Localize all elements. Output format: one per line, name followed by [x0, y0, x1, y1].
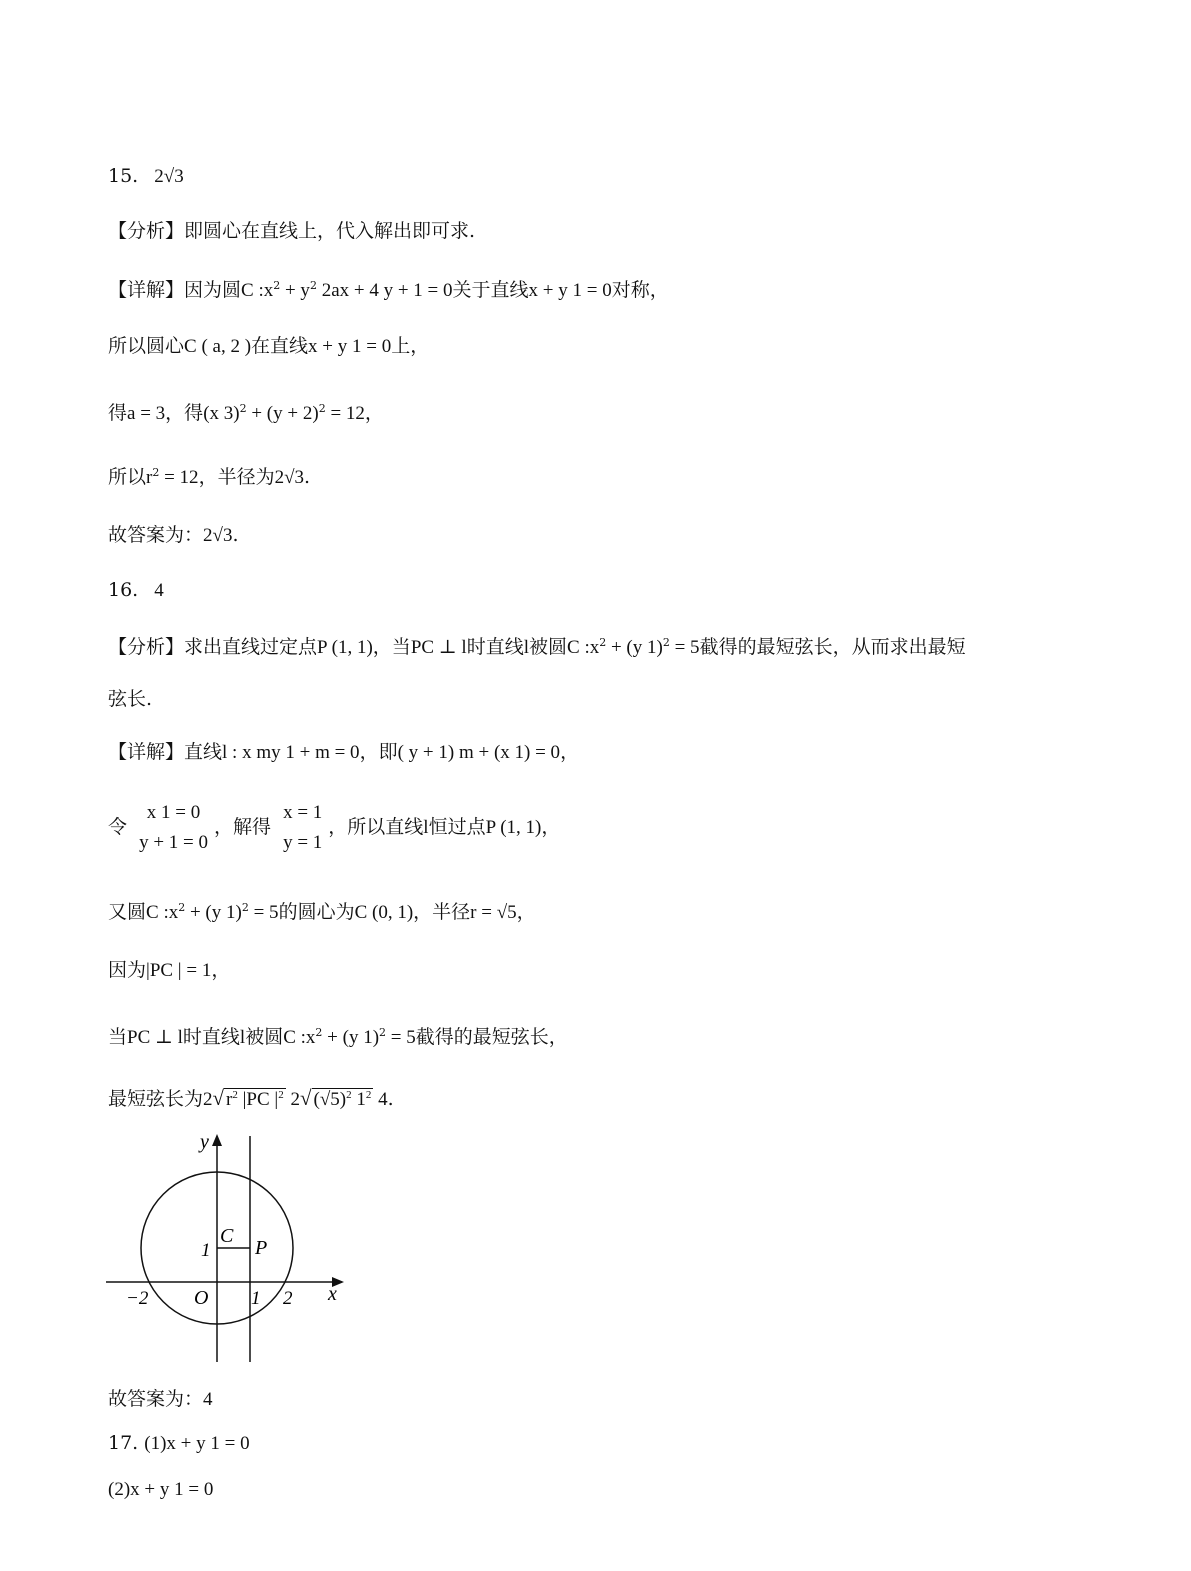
text: 因为 [108, 959, 147, 981]
math: + (y 1) [606, 637, 663, 658]
exponent: 2 [379, 1026, 387, 1039]
text: ， [364, 402, 384, 424]
math: C (0, 1) [354, 902, 414, 923]
math: 4 [203, 1389, 213, 1410]
text: 上， [391, 335, 430, 357]
system-row: y + 1 = 0 [139, 832, 208, 853]
math: C ( a, 2 ) [184, 336, 252, 357]
math: C :x [283, 1027, 316, 1048]
system-row: x = 1 [283, 802, 323, 823]
text: 令 [108, 816, 128, 838]
math: PC ⊥ l [410, 637, 467, 658]
label-p: P [255, 1237, 268, 1259]
label-y: y [200, 1131, 209, 1153]
math: = 5 [386, 1027, 416, 1048]
text: . [387, 1088, 394, 1110]
text: 故答案为： [108, 1388, 204, 1410]
q17-number: 17. [108, 1432, 139, 1454]
math: x + y 1 = 0 [528, 280, 612, 301]
math: PC ⊥ l [127, 1027, 183, 1048]
math: |PC | [237, 1089, 279, 1110]
text: 时直线 [466, 636, 524, 658]
text: 截得的最短弦长，从而求出最短 [699, 636, 966, 658]
text: 【分析】求出直线过定点 [108, 636, 318, 658]
q15-detail-line1 [108, 273, 669, 304]
exponent: 2 [273, 279, 281, 292]
text: 【详解】直线 [108, 741, 223, 763]
q15-number: 15. [108, 165, 139, 187]
radical-2 [300, 1082, 373, 1113]
math: l : x my 1 + m = 0 [222, 742, 360, 763]
q16-answer: 4 [154, 580, 164, 601]
label-c: C [220, 1225, 234, 1247]
text: 关于直线 [452, 279, 529, 301]
math: x + y 1 = 0 [308, 336, 392, 357]
math: = 12 [159, 467, 199, 488]
q16-detail-line2 [108, 798, 560, 858]
math: 2√3 [203, 525, 233, 546]
math: |PC | = 1 [146, 960, 212, 981]
math: (1)x + y 1 = 0 [144, 1433, 250, 1454]
text: 时直线 [182, 1026, 240, 1048]
math: C :x [146, 902, 179, 923]
text: . [232, 524, 239, 546]
label-origin: O [194, 1287, 209, 1309]
label-x: x [328, 1283, 337, 1305]
tick-y-1: 1 [201, 1240, 211, 1261]
q16-detail-line1 [108, 739, 579, 766]
exponent: 2 [178, 901, 186, 914]
text: ， [560, 741, 580, 763]
text: ，即 [359, 741, 398, 763]
text: 在直线 [251, 335, 309, 357]
tick-x-2: 2 [283, 1288, 293, 1309]
exponent: 2 [152, 466, 160, 479]
math: C :x [241, 280, 274, 301]
math: r = √5 [470, 902, 517, 923]
text: 得 [108, 402, 128, 424]
math: ( y + 1) m + (x 1) = 0 [397, 742, 561, 763]
math: 2ax + 4 y + 1 = 0 [316, 280, 453, 301]
radical-1 [213, 1082, 286, 1113]
math: + (y 1) [322, 1027, 380, 1048]
text: ，所以直线 [328, 816, 424, 838]
text: ， [516, 901, 536, 923]
exponent: 2 [309, 279, 317, 292]
q15-line4 [108, 460, 310, 491]
q16-final [108, 1386, 213, 1413]
math: P (1, 1) [317, 637, 373, 658]
y-axis-arrow [212, 1134, 222, 1146]
radical-sign: √ [212, 1086, 225, 1110]
exponent: 2 [278, 1089, 284, 1101]
text: ， [211, 959, 231, 981]
text: ，半径为 [198, 466, 275, 488]
math: 1 [351, 1089, 366, 1110]
math: l [423, 817, 429, 838]
tick-x-neg2: −2 [126, 1288, 149, 1309]
q17-part2 [108, 1476, 213, 1503]
q15-header [108, 163, 184, 190]
radical-sign: √ [299, 1086, 312, 1110]
math: (2)x + y 1 = 0 [108, 1479, 214, 1500]
math: 4 [373, 1089, 388, 1110]
math: l [523, 637, 529, 658]
circle-figure [104, 1130, 354, 1368]
q16-detail-line5 [108, 1020, 568, 1051]
tick-x-1: 1 [251, 1288, 261, 1309]
math: + (y + 2) [246, 403, 319, 424]
text: ， [541, 816, 561, 838]
q16-number: 16. [108, 579, 139, 601]
exponent: 2 [315, 1026, 323, 1039]
exponent: 2 [239, 402, 247, 415]
math: r [146, 467, 153, 488]
math: = 5 [669, 637, 700, 658]
exponent: 2 [346, 1089, 352, 1101]
q15-final [108, 522, 239, 549]
equation-system-1 [139, 798, 208, 858]
text: . [304, 466, 311, 488]
text: 被圆 [529, 636, 568, 658]
text: 【详解】因为圆 [108, 279, 242, 301]
math: C :x [567, 637, 600, 658]
exponent: 2 [365, 1089, 372, 1101]
q16-detail-line6 [108, 1082, 394, 1113]
q15-line3 [108, 396, 384, 427]
text: 被圆 [245, 1026, 284, 1048]
radicand [312, 1088, 374, 1110]
text: 又圆 [108, 901, 147, 923]
q15-analysis: 【分析】即圆心在直线上，代入解出即可求. [108, 220, 476, 242]
q16-analysis-line2: 弦长. [108, 688, 153, 710]
math: 2√3 [274, 467, 305, 488]
system-row: x 1 = 0 [146, 802, 201, 823]
q17-part1 [108, 1430, 250, 1457]
text: 对称， [611, 279, 669, 301]
q16-detail-line4 [108, 957, 230, 984]
math: a = 3 [127, 403, 166, 424]
q15-answer: 2√3 [154, 166, 184, 187]
math: (x 3) [203, 403, 240, 424]
text: ，得 [165, 402, 204, 424]
math: r [226, 1089, 233, 1110]
exponent: 2 [318, 402, 326, 415]
text: 恒过点 [428, 816, 486, 838]
text: 所以圆心 [108, 335, 185, 357]
text: 故答案为： [108, 524, 204, 546]
text: 当 [108, 1026, 128, 1048]
math: + y [280, 280, 310, 301]
math: 2 [285, 1089, 300, 1110]
text: 的圆心为 [278, 901, 355, 923]
text: 最短弦长为 [108, 1088, 204, 1110]
exponent: 2 [599, 636, 607, 649]
exponent: 2 [232, 1089, 238, 1101]
q16-header [108, 577, 164, 604]
text: ，半径 [413, 901, 471, 923]
text: 所以 [108, 466, 147, 488]
q15-line2 [108, 333, 429, 360]
math: (√5) [313, 1089, 347, 1110]
radicand [224, 1088, 286, 1110]
q16-detail-line3 [108, 895, 536, 926]
equation-system-2 [283, 798, 322, 858]
math: l [239, 1027, 246, 1048]
math: = 12 [325, 403, 365, 424]
text: ，当 [372, 636, 411, 658]
math: = 5 [248, 902, 279, 923]
exponent: 2 [662, 636, 670, 649]
math: + (y 1) [185, 902, 242, 923]
math: 2 [203, 1089, 213, 1110]
math: P (1, 1) [485, 817, 542, 838]
text: 截得的最短弦长， [415, 1026, 568, 1048]
q16-analysis-line1 [108, 630, 966, 661]
system-row: y = 1 [283, 832, 323, 853]
exponent: 2 [241, 901, 249, 914]
text: ，解得 [214, 816, 272, 838]
